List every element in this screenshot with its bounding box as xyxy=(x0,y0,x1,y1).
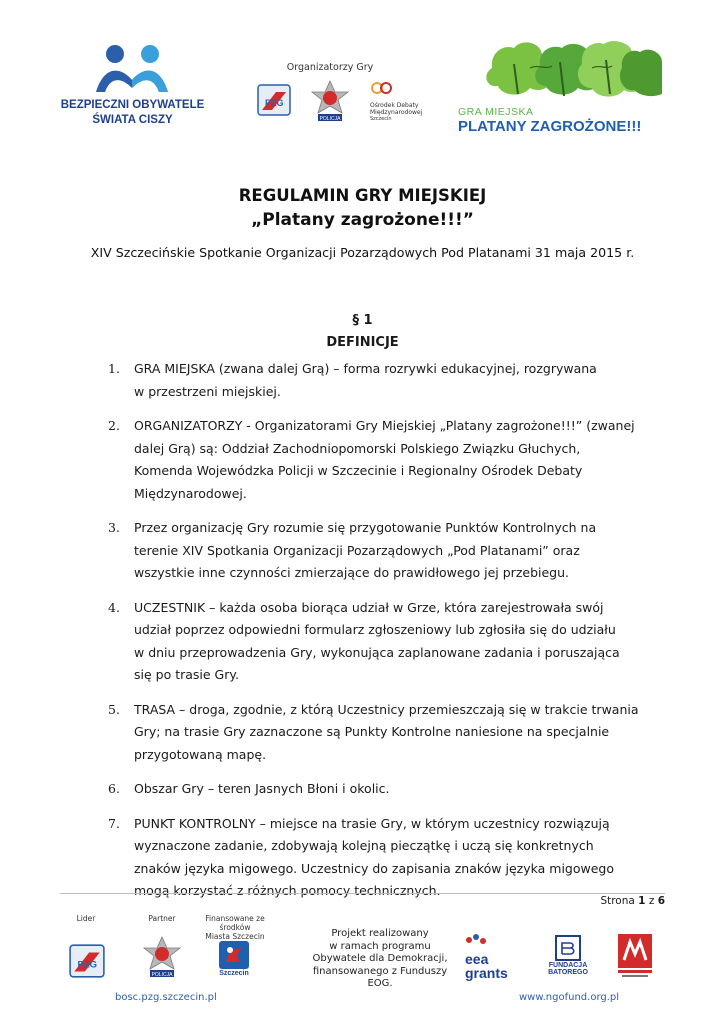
page-total: 6 xyxy=(657,895,665,907)
list-item-line: Komenda Wojewódzka Policji w Szczecinie i Regionalny Ośrodek Debaty xyxy=(134,463,583,478)
footer-divider xyxy=(60,893,665,894)
szczecin-emblem-icon xyxy=(218,940,250,970)
pzg-logo-text: PZG xyxy=(77,959,98,971)
police-logo-text: POLICJA xyxy=(151,972,173,978)
eea-line2: grants xyxy=(465,965,508,981)
list-item-number: 5. xyxy=(108,701,120,717)
list-item xyxy=(108,517,668,585)
list-item-line: Międzynarodowej. xyxy=(134,485,247,501)
game-title-small: GRA MIEJSKA xyxy=(458,106,534,118)
list-item-line: Gry; na trasie Gry zaznaczone są Punkty Kontrolne naniesione na specjalnie xyxy=(134,724,610,739)
project-line: w ramach programu xyxy=(329,940,431,952)
list-item-line: się po trasie Gry. xyxy=(134,667,239,682)
bosc-logo xyxy=(60,42,205,137)
section-heading: DEFINICJE xyxy=(326,335,399,350)
list-item-line: terenie XIV Spotkania Organizacji Pozarządowych „Pod Platanami” oraz xyxy=(134,542,580,558)
list-item-line: TRASA – droga, zgodnie, z którą Uczestnicy przemieszczają się w trakcie trwania xyxy=(134,701,639,717)
police-logo-text: POLICJA xyxy=(319,116,341,122)
list-item xyxy=(108,358,668,403)
list-item xyxy=(108,415,668,505)
document-subtitle-quote: „Platany zagrożone!!!” xyxy=(251,210,474,230)
page-current: 1 xyxy=(638,895,646,907)
odm-text xyxy=(370,102,430,123)
page-label: Strona xyxy=(600,895,635,907)
list-item-number: 6. xyxy=(108,781,120,796)
odm-line3: Szczecin xyxy=(370,116,392,122)
odm-line1: Ośrodek Debaty xyxy=(370,102,419,109)
odm-rings-icon xyxy=(370,80,394,100)
list-item-line: ORGANIZATORZY - Organizatorami Gry Miejskiej „Platany zagrożone!!!” (zwanej xyxy=(134,418,635,433)
organizers-title: Organizatorzy Gry xyxy=(286,62,374,73)
list-item-line: mogą korzystać z różnych pomocy technicznych. xyxy=(134,883,441,898)
batory-logo xyxy=(546,934,590,976)
game-title xyxy=(458,106,658,135)
szczecin-caption: Szczecin xyxy=(219,970,249,977)
szczecin-logo xyxy=(214,940,254,977)
funded-label xyxy=(190,914,280,941)
list-item-line: udział poprzez odpowiedni formularz zgłoszeniowy lub zgłosiła się do udziału xyxy=(134,622,616,637)
funded-line2: Miasta Szczecin xyxy=(205,932,265,941)
bosc-name-line2: ŚWIATA CISZY xyxy=(92,114,173,126)
leader-pzg-logo xyxy=(68,942,106,984)
batory-emblem-icon xyxy=(554,934,582,962)
eea-grants-logo xyxy=(465,932,525,980)
list-item-line: PUNKT KONTROLNY – miejsce na trasie Gry, w którym uczestnicy rozwiązują xyxy=(134,815,610,831)
pzg-emblem-icon xyxy=(256,82,292,118)
batory-line1: FUNDACJA xyxy=(548,962,588,969)
partner-label: Partner xyxy=(148,914,176,923)
list-item-number: 7. xyxy=(108,815,120,831)
list-item-line: w przestrzeni miejskiej. xyxy=(134,383,281,399)
section-number: § 1 xyxy=(352,313,373,328)
list-item-line: przygotowaną mapę. xyxy=(134,746,267,762)
page-of: z xyxy=(648,895,655,907)
list-item-line: w dniu przeprowadzenia Gry, wykonująca zaplanowane zadania i poruszająca xyxy=(134,644,620,660)
pzg-emblem-icon xyxy=(68,942,106,980)
partner-police-logo xyxy=(142,936,182,982)
list-item-number: 2. xyxy=(108,418,120,433)
list-item-number: 1. xyxy=(108,361,120,376)
list-item-line: Przez organizację Gry rozumie się przygotowanie Punktów Kontrolnych na xyxy=(134,520,597,535)
odm-logo xyxy=(370,80,394,104)
bosc-name-line1: BEZPIECZNI OBYWATELE xyxy=(60,99,205,111)
list-item-number: 3. xyxy=(108,520,120,535)
project-line: Obywatele dla Demokracji, xyxy=(312,953,448,964)
page-indicator xyxy=(560,895,665,907)
project-info xyxy=(300,928,460,991)
bosc-name xyxy=(60,98,205,128)
bosc-figures-icon xyxy=(60,42,205,100)
list-item-number: 4. xyxy=(108,599,120,615)
list-item-line: wszystkie inne czynności zmierzające do prawidłowego jej przebiegu. xyxy=(134,565,570,580)
list-item-line: dalej Grą) są: Oddział Zachodniopomorski Polskiego Związku Głuchych, xyxy=(134,440,581,456)
list-item-line: znaków języka migowego. Uczestnicy do zapisania znaków języka migowego xyxy=(134,860,615,876)
eea-line1: eea xyxy=(465,951,489,967)
list-item xyxy=(108,597,668,687)
game-title-big: PLATANY ZAGROŻONE!!! xyxy=(458,118,642,135)
document-title: REGULAMIN GRY MIEJSKIEJ xyxy=(238,186,487,205)
list-item-line: wyznaczone zadanie, zdobywają kolejną pieczątkę i uczą się konkretnych xyxy=(134,838,594,853)
list-item xyxy=(108,778,668,801)
police-logo xyxy=(310,80,350,126)
funded-line1: Finansowane ze środków xyxy=(205,914,265,932)
odm-line2: Międzynarodowej xyxy=(370,109,423,116)
list-item xyxy=(108,813,668,903)
polish-ngo-logo xyxy=(612,930,658,982)
project-line: Projekt realizowany xyxy=(331,928,429,939)
event-description: XIV Szczecińskie Spotkanie Organizacji Pozarządowych Pod Platanami 31 maja 2015 r. xyxy=(90,245,635,260)
batory-line2: BATOREGO xyxy=(548,969,588,976)
project-line: finansowanego z Funduszy EOG. xyxy=(312,965,448,989)
police-star-icon xyxy=(310,80,350,122)
eea-dots-icon xyxy=(465,932,487,948)
pzg-logo xyxy=(256,82,292,122)
leader-label: Lider xyxy=(76,914,96,923)
url-right[interactable]: www.ngofund.org.pl xyxy=(519,992,620,1003)
police-star-icon xyxy=(142,936,182,978)
url-left[interactable]: bosc.pzg.szczecin.pl xyxy=(115,992,217,1003)
pzg-logo-text: PZG xyxy=(265,98,284,108)
list-item-line: UCZESTNIK – każda osoba biorąca udział w Grze, która zarejestrowała swój xyxy=(134,599,604,615)
ngo-fund-emblem-icon xyxy=(612,930,658,978)
definitions-list xyxy=(108,358,668,915)
list-item-line: Obszar Gry – teren Jasnych Błoni i okolic. xyxy=(134,781,390,796)
list-item xyxy=(108,699,668,767)
list-item-line: GRA MIEJSKA (zwana dalej Grą) – forma rozrywki edukacyjnej, rozgrywana xyxy=(134,361,597,376)
trees-icon xyxy=(452,38,664,108)
